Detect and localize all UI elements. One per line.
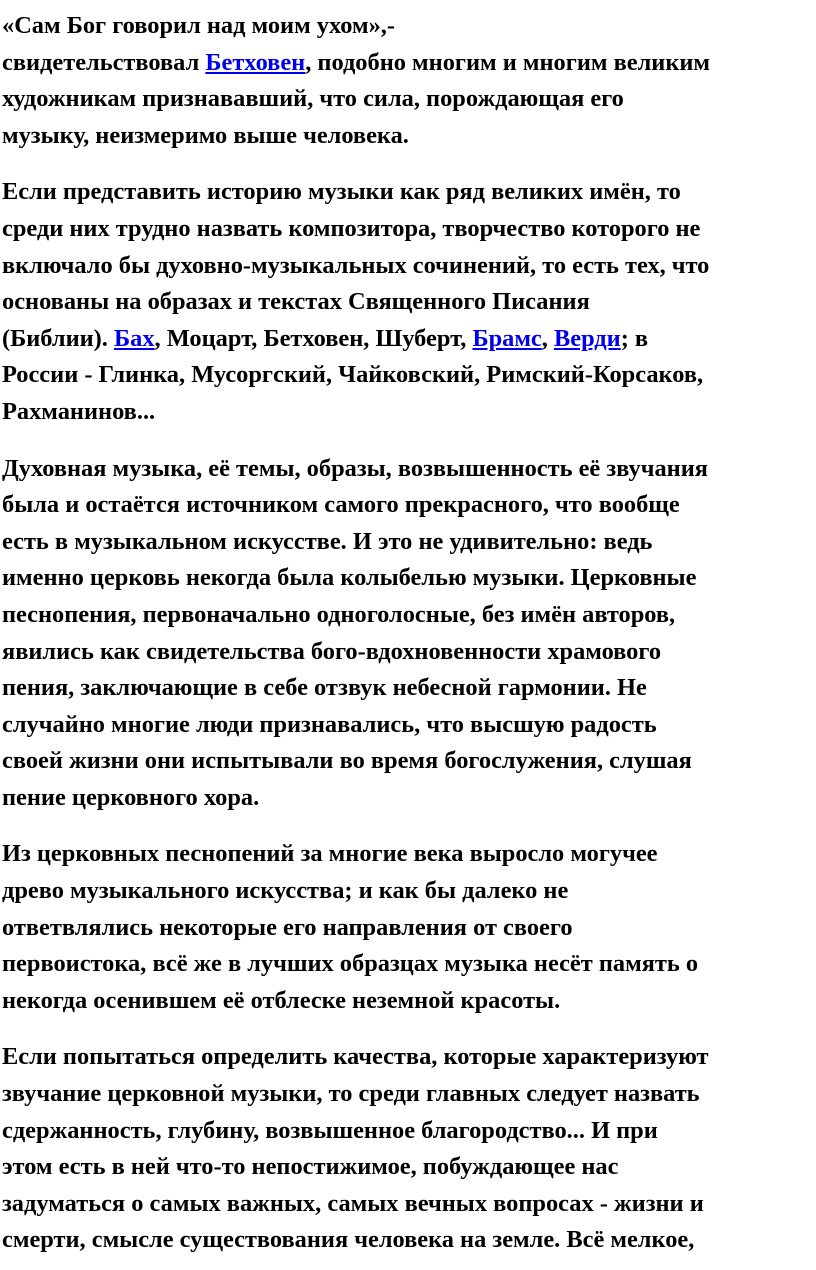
text-line (2, 174, 816, 211)
text-run: своей жизни они испытывали во время богослужения, слушая (2, 747, 692, 775)
text-run: музыку, неизмеримо выше человека. (2, 121, 409, 149)
text-run: случайно многие люди признавались, что высшую радость (2, 710, 657, 738)
text-run: (Библии). (2, 324, 114, 352)
text-line (2, 836, 816, 873)
composer-link[interactable]: Брамс (472, 324, 542, 352)
text-run: , (541, 324, 554, 352)
text-line (2, 597, 816, 634)
text-run: России - Глинка, Мусоргский, Чайковский, Римский-Корсаков, (2, 361, 704, 389)
text-line (2, 983, 816, 1020)
text-line (2, 1039, 816, 1076)
text-line (2, 1149, 816, 1186)
text-run: была и остаётся источником самого прекрасного, что вообще (2, 491, 680, 519)
text-line (2, 670, 816, 707)
text-line (2, 1076, 816, 1113)
text-line (2, 284, 816, 321)
text-run: древо музыкального искусства; и как бы далеко не (2, 877, 569, 905)
composer-link[interactable]: Бах (114, 324, 155, 352)
text-line (2, 707, 816, 744)
text-run: пения, заключающие в себе отзвук небесной гармонии. Не (2, 674, 647, 702)
paragraph (2, 1039, 816, 1259)
text-line (2, 910, 816, 947)
text-line (2, 524, 816, 561)
text-run: , подобно многим и многим великим (305, 48, 711, 76)
paragraph (2, 174, 816, 430)
text-line (2, 1186, 816, 1223)
text-run: этом есть в ней что-то непостижимое, побуждающее нас (2, 1153, 619, 1181)
text-run: звучание церковной музыки, то среди главных следует назвать (2, 1080, 700, 1108)
paragraph (2, 451, 816, 817)
text-run: явились как свидетельства бого-вдохновенности храмового (2, 637, 662, 665)
text-run: Если попытаться определить качества, которые характеризуют (2, 1043, 709, 1071)
text-line (2, 81, 816, 118)
text-run: «Сам Бог говорил над моим ухом»,- (2, 12, 396, 39)
text-run: задуматься о самых важных, самых вечных вопросах - жизни и (2, 1189, 704, 1217)
text-run: сдержанность, глубину, возвышенное благородство... И при (2, 1116, 658, 1144)
text-run: песнопения, первоначально одноголосные, без имён авторов, (2, 600, 676, 628)
text-line (2, 560, 816, 597)
text-line (2, 8, 816, 45)
text-run: первоистока, всё же в лучших образцах музыка несёт память о (2, 950, 699, 978)
text-line (2, 1113, 816, 1150)
text-line (2, 321, 816, 358)
text-run: включало бы духовно-музыкальных сочинений, то есть тех, что (2, 251, 710, 279)
text-run: свидетельствовал (2, 48, 206, 76)
text-line (2, 634, 816, 671)
text-line (2, 743, 816, 780)
text-line (2, 1222, 816, 1259)
text-line (2, 248, 816, 285)
text-run: основаны на образах и текстах Священного Писания (2, 288, 590, 316)
text-line (2, 946, 816, 983)
text-run: Из церковных песнопений за многие века выросло могучее (2, 840, 658, 868)
text-run: именно церковь некогда была колыбелью музыки. Церковные (2, 564, 697, 592)
text-run: , Моцарт, Бетховен, Шуберт, (154, 324, 473, 352)
text-run: некогда осенившем её отблеске неземной красоты. (2, 986, 561, 1014)
paragraph (2, 8, 816, 154)
text-run: Духовная музыка, её темы, образы, возвышенность её звучания (2, 454, 708, 482)
text-run: Рахманинов... (2, 397, 156, 425)
text-run: среди них трудно назвать композитора, творчество которого не (2, 214, 701, 242)
text-run: есть в музыкальном искусстве. И это не удивительно: ведь (2, 527, 653, 555)
text-line (2, 118, 816, 155)
composer-link[interactable]: Верди (553, 324, 621, 352)
text-run: смерти, смысле существования человека на земле. Всё мелкое, (2, 1226, 695, 1254)
paragraph (2, 836, 816, 1019)
text-run: художникам признававший, что сила, порождающая его (2, 85, 624, 113)
text-line (2, 45, 816, 82)
text-run: Если представить историю музыки как ряд великих имён, то (2, 178, 681, 206)
text-line (2, 394, 816, 431)
text-line (2, 780, 816, 817)
composer-link[interactable]: Бетховен (205, 48, 306, 76)
text-run: ответвлялись некоторые его направления от своего (2, 913, 573, 941)
text-line (2, 357, 816, 394)
text-run: ; в (620, 324, 649, 352)
text-line (2, 451, 816, 488)
text-line (2, 211, 816, 248)
text-line (2, 487, 816, 524)
text-line (2, 873, 816, 910)
text-run: пение церковного хора. (2, 783, 260, 811)
